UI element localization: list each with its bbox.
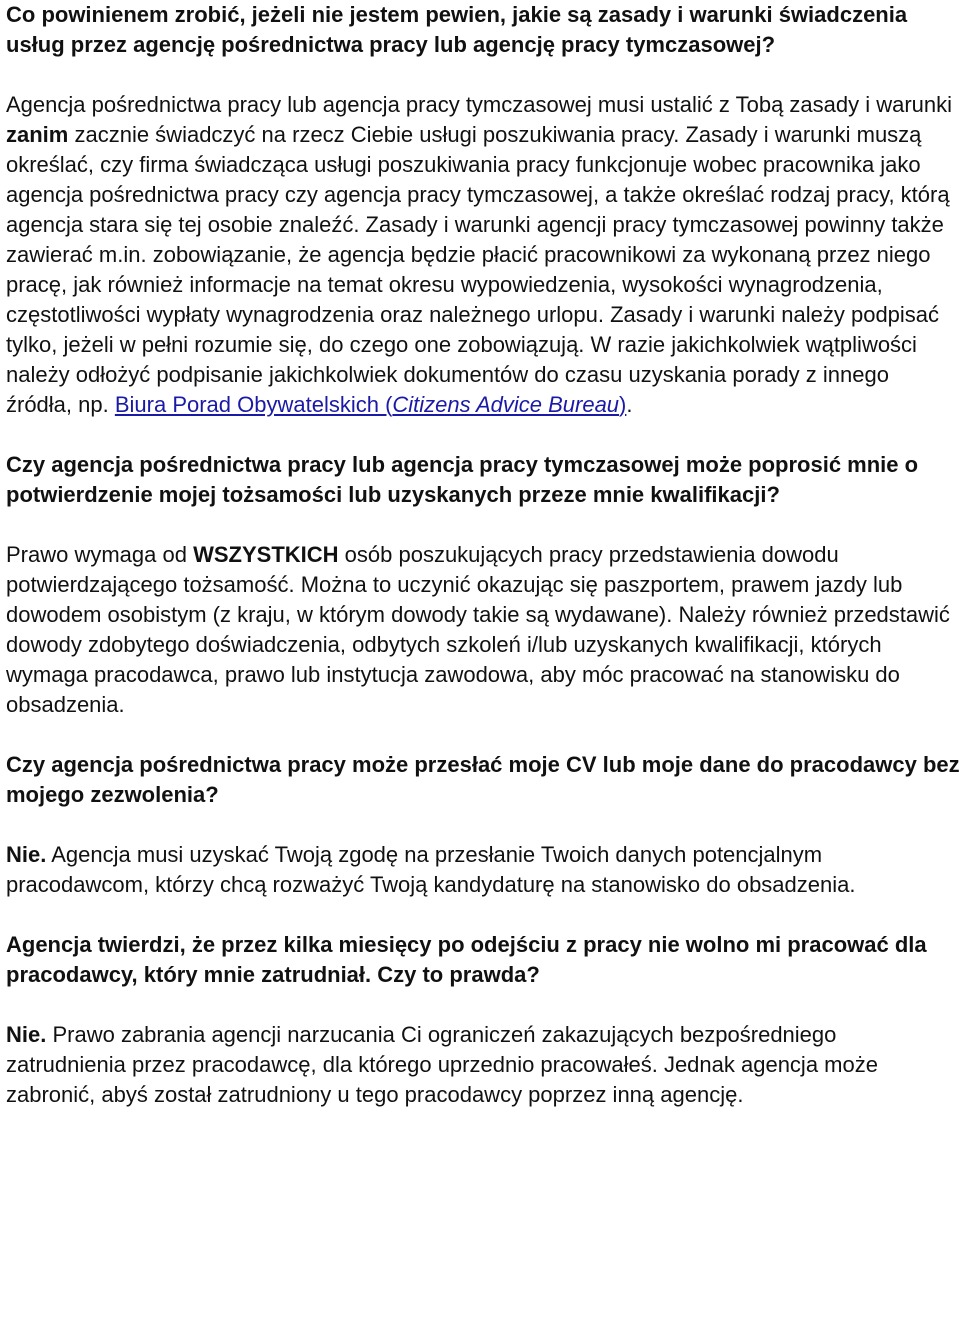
answer-emphasis: Nie. xyxy=(6,1022,47,1047)
spacer xyxy=(6,990,960,1020)
link-italic-text: Citizens Advice Bureau xyxy=(392,392,620,417)
spacer xyxy=(6,720,960,750)
document-page xyxy=(6,0,960,1110)
spacer xyxy=(6,60,960,90)
question-heading: Co powinienem zrobić, jeżeli nie jestem pewien, jakie są zasady i warunki świadczenia usług przez agencję pośrednictwa pracy lub agencję pracy tymczasowej? xyxy=(6,2,908,57)
answer-text: Prawo zabrania agencji narzucania Ci ograniczeń zakazujących bezpośredniego zatrudnienia przez pracodawcę, dla którego uprzednio pracowałeś. Jednak agencja może zabronić, abyś został zatrudniony u tego pracodawcy poprzez inną agencję. xyxy=(6,1022,878,1107)
answer-text: Prawo wymaga od xyxy=(6,542,194,567)
question-heading: Czy agencja pośrednictwa pracy może przesłać moje CV lub moje dane do pracodawcy bez mojego zezwolenia? xyxy=(6,752,960,807)
spacer xyxy=(6,510,960,540)
question-heading: Czy agencja pośrednictwa pracy lub agencja pracy tymczasowej może poprosić mnie o potwierdzenie mojej tożsamości lub uzyskanych przeze mnie kwalifikacji? xyxy=(6,452,919,507)
answer-emphasis: WSZYSTKICH xyxy=(193,542,339,567)
answer-paragraph xyxy=(6,540,960,720)
answer-text: zacznie świadczyć na rzecz Ciebie usługi poszukiwania pracy. Zasady i warunki muszą określać, czy firma świadcząca usługi poszukiwania pracy funkcjonuje wobec pracownika jako agencja pośrednictwa pracy czy agencja pracy tymczasowej, a także określać rodzaj pracy, którą agencja stara się tej osobie znaleźć. Zasady i warunki agencji pracy tymczasowej powinny także zawierać m.in. zobowiązanie, że agencja będzie płacić pracownikowi za wykonaną przez niego pracę, jak również informacje na temat okresu wypowiedzenia, wysokości wynagrodzenia, częstotliwości wypłaty wynagrodzenia oraz należnego urlopu. Zasady i warunki należy podpisać tylko, jeżeli w pełni rozumie się, do czego one zobowiązują. W razie jakichkolwiek wątpliwości należy odłożyć podpisanie jakichkolwiek dokumentów do czasu uzyskania porady z innego źródła, np. xyxy=(6,122,950,417)
citizens-advice-link[interactable] xyxy=(115,392,627,417)
question-heading: Agencja twierdzi, że przez kilka miesięcy po odejściu z pracy nie wolno mi pracować dla pracodawcy, który mnie zatrudniał. Czy to prawda? xyxy=(6,932,927,987)
answer-paragraph xyxy=(6,840,960,900)
answer-text: Agencja musi uzyskać Twoją zgodę na przesłanie Twoich danych potencjalnym pracodawcom, którzy chcą rozważyć Twoją kandydaturę na stanowisko do obsadzenia. xyxy=(6,842,856,897)
link-text: ) xyxy=(619,392,627,417)
answer-emphasis: zanim xyxy=(6,122,69,147)
spacer xyxy=(6,420,960,450)
answer-paragraph xyxy=(6,90,960,420)
spacer xyxy=(6,900,960,930)
answer-emphasis: Nie. xyxy=(6,842,47,867)
spacer xyxy=(6,810,960,840)
answer-text: Agencja pośrednictwa pracy lub agencja pracy tymczasowej musi ustalić z Tobą zasady i warunki xyxy=(6,92,953,117)
link-text: Biura Porad Obywatelskich ( xyxy=(114,392,393,417)
answer-text: osób poszukujących pracy przedstawienia dowodu potwierdzającego tożsamość. Można to uczynić okazując się paszportem, prawem jazdy lub dowodem osobistym (z kraju, w którym dowody takie są wydawane). Należy również przedstawić dowody zdobytego doświadczenia, odbytych szkoleń i/lub uzyskanych kwalifikacji, których wymaga pracodawca, prawo lub instytucja zawodowa, aby móc pracować na stanowisku do obsadzenia. xyxy=(6,542,950,717)
answer-paragraph xyxy=(6,1020,960,1110)
answer-text: . xyxy=(626,392,633,417)
